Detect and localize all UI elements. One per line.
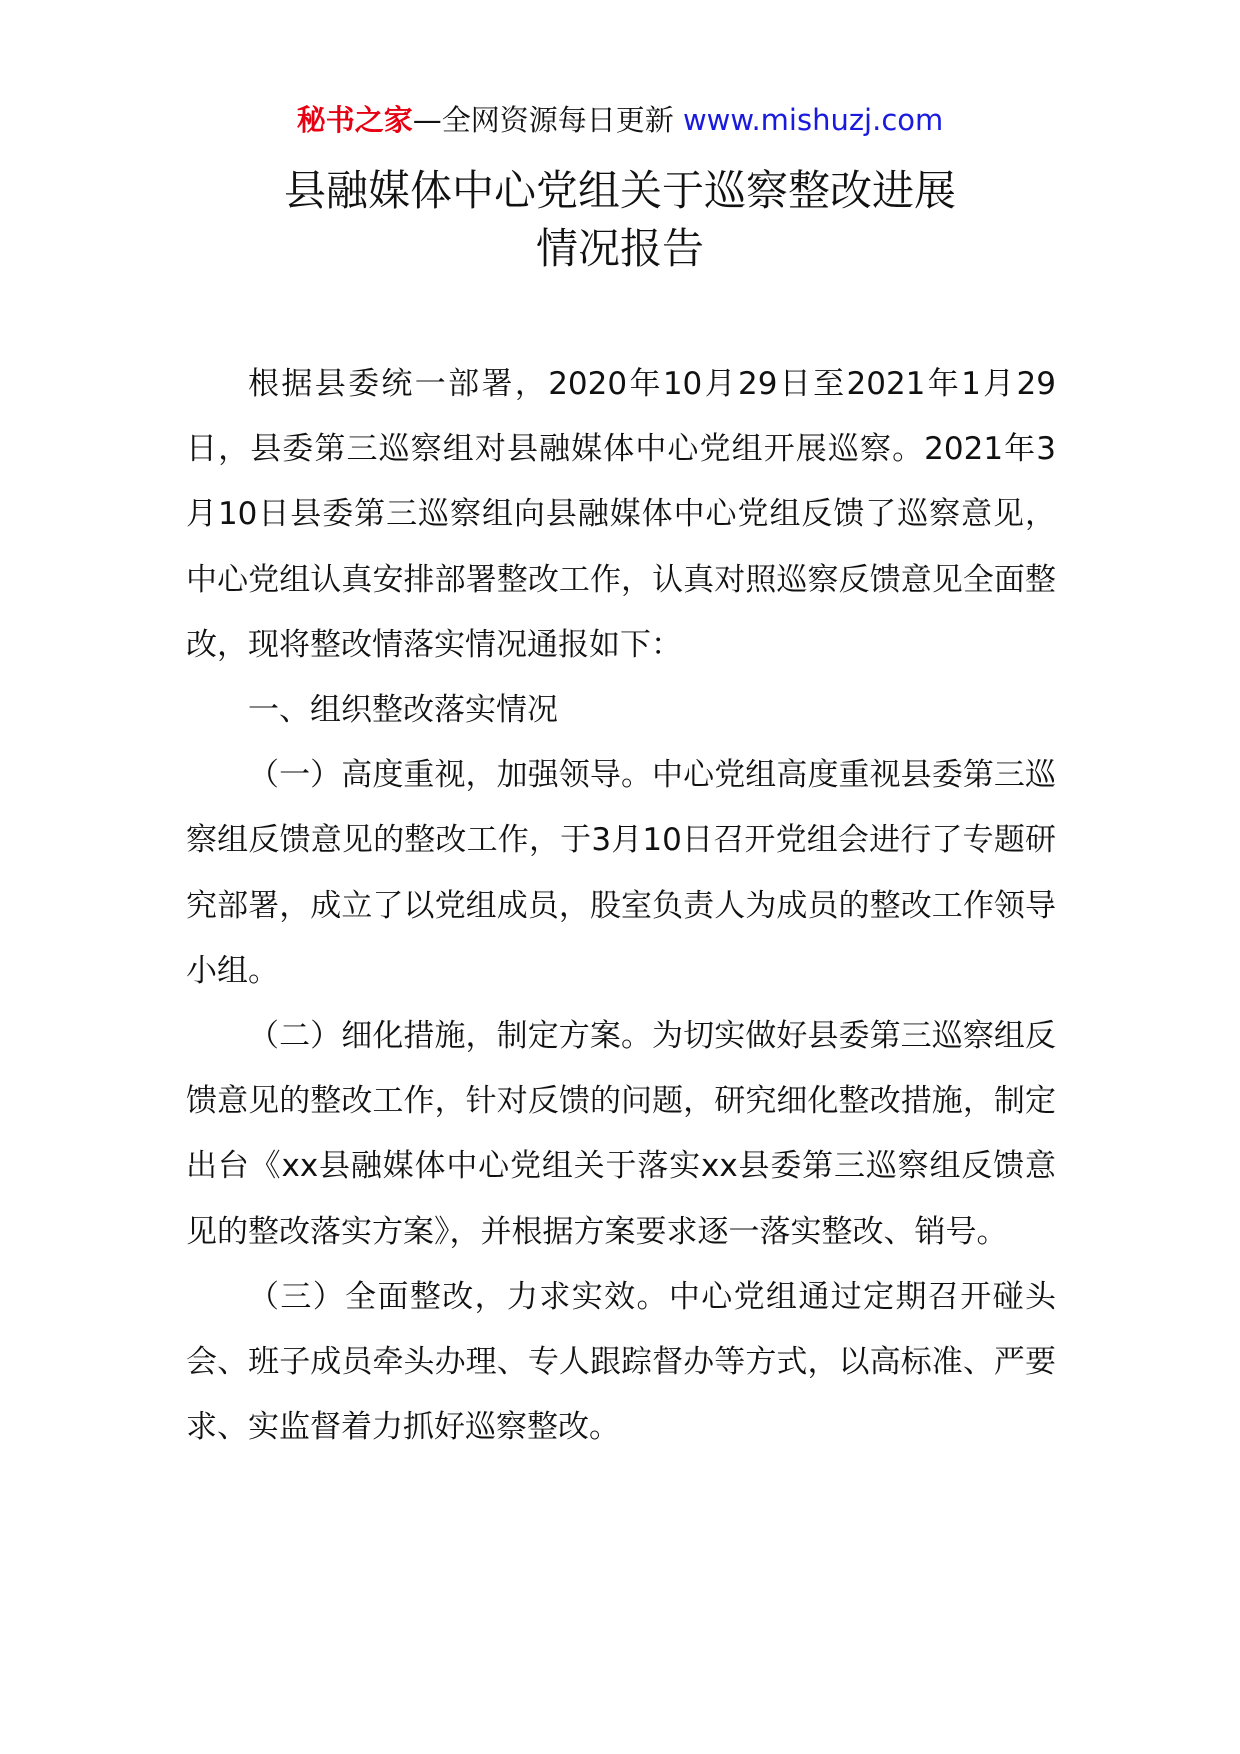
intro-paragraph: 根据县委统一部署，2020年10月29日至2021年1月29日，县委第三巡察组对县融媒体中心党组开展巡察。2021年3月10日县委第三巡察组向县融媒体中心党组反馈了巡察意见，中心党组认真安排部署整改工作，认真对照巡察反馈意见全面整改，现将整改情落实情况通报如下：: [186, 366, 1056, 663]
section-heading: 一、组织整改落实情况: [248, 692, 558, 729]
site-slogan: —全网资源每日更新: [412, 103, 674, 137]
document-body: [186, 352, 1056, 1460]
site-url-link[interactable]: www.mishuzj.com: [682, 103, 944, 137]
document-title: [0, 162, 1240, 278]
brand-name: 秘书之家: [296, 103, 413, 137]
title-line-1: 县融媒体中心党组关于巡察整改进展: [283, 166, 956, 215]
title-line-2: 情况报告: [535, 224, 704, 273]
site-banner: [0, 100, 1240, 140]
paragraph-leadership: （一）高度重视，加强领导。中心党组高度重视县委第三巡察组反馈意见的整改工作，于3月10日召开党组会进行了专题研究部署，成立了以党组成员，股室负责人为成员的整改工作领导小组。: [186, 757, 1056, 989]
paragraph-measures: （二）细化措施，制定方案。为切实做好县委第三巡察组反馈意见的整改工作，针对反馈的问题，研究细化整改措施，制定出台《xx县融媒体中心党组关于落实xx县委第三巡察组反馈意见的整改落实方案》，并根据方案要求逐一落实整改、销号。: [186, 1018, 1056, 1250]
paragraph-rectification: （三）全面整改，力求实效。中心党组通过定期召开碰头会、班子成员牵头办理、专人跟踪督办等方式，以高标准、严要求、实监督着力抓好巡察整改。: [186, 1278, 1056, 1446]
